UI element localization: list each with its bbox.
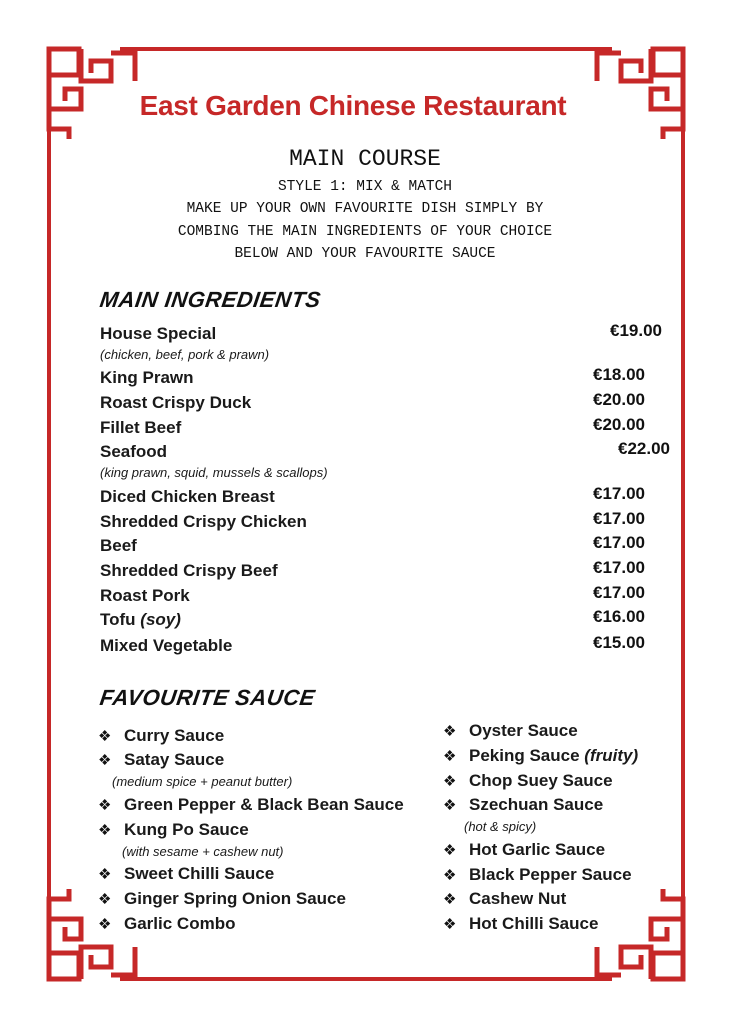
ingredient-label: Shredded Crispy Chicken <box>100 512 307 531</box>
sauce-label: Hot Chilli Sauce <box>469 914 599 933</box>
ingredient-price: €20.00 <box>593 390 645 409</box>
ingredient-label: Fillet Beef <box>100 418 182 437</box>
ingredient-label: Roast Pork <box>100 586 190 605</box>
sauce-name <box>469 889 566 909</box>
main-ingredients-heading: MAIN INGREDIENTS <box>98 287 323 312</box>
four-diamond-bullet-icon: ❖ <box>443 867 457 884</box>
sauce-label: Peking Sauce <box>469 746 580 765</box>
ingredient-price: €18.00 <box>593 365 645 384</box>
sauce-name <box>469 746 638 766</box>
favourite-sauce-heading: FAVOURITE SAUCE <box>98 685 317 710</box>
sauce-description: (with sesame + cashew nut) <box>122 844 284 859</box>
four-diamond-bullet-icon: ❖ <box>443 916 457 933</box>
sauce-note: (fruity) <box>584 746 639 765</box>
instruction-line: COMBING THE MAIN INGREDIENTS OF YOUR CHOICE <box>177 224 553 240</box>
four-diamond-bullet-icon: ❖ <box>443 773 457 790</box>
ingredient-price: €20.00 <box>593 415 645 434</box>
sauce-name <box>469 865 632 885</box>
ingredient-name <box>100 561 278 581</box>
ingredient-name <box>100 324 216 344</box>
sauce-name <box>124 750 224 770</box>
sauce-label: Green Pepper & Black Bean Sauce <box>124 795 404 814</box>
ingredient-description: (king prawn, squid, mussels & scallops) <box>100 465 328 480</box>
ingredient-label: Seafood <box>100 442 168 461</box>
ingredient-note: (soy) <box>140 610 181 629</box>
ingredient-name <box>100 487 275 507</box>
ingredient-label: Shredded Crispy Beef <box>100 561 278 580</box>
ingredient-name <box>100 393 251 413</box>
four-diamond-bullet-icon: ❖ <box>443 842 457 859</box>
four-diamond-bullet-icon: ❖ <box>98 822 112 839</box>
sauce-name <box>469 914 598 934</box>
four-diamond-bullet-icon: ❖ <box>443 797 457 814</box>
sauce-name <box>469 721 578 741</box>
sauce-label: Kung Po Sauce <box>124 820 249 839</box>
four-diamond-bullet-icon: ❖ <box>98 752 112 769</box>
sauce-label: Sweet Chilli Sauce <box>124 864 275 883</box>
ingredient-price: €17.00 <box>593 558 645 577</box>
ingredient-name <box>100 418 181 438</box>
four-diamond-bullet-icon: ❖ <box>443 748 457 765</box>
ingredient-price: €17.00 <box>593 583 645 602</box>
sauce-name <box>124 795 404 815</box>
ingredient-name <box>100 610 181 630</box>
ingredient-label: King Prawn <box>100 368 194 387</box>
sauce-description: (medium spice + peanut butter) <box>112 774 293 789</box>
ingredient-label: Diced Chicken Breast <box>100 487 275 506</box>
four-diamond-bullet-icon: ❖ <box>443 891 457 908</box>
four-diamond-bullet-icon: ❖ <box>98 728 112 745</box>
ingredient-name <box>100 442 167 462</box>
ingredient-label: Mixed Vegetable <box>100 636 233 655</box>
ingredient-price: €16.00 <box>593 607 645 626</box>
sauce-name <box>124 864 274 884</box>
instruction-line: MAKE UP YOUR OWN FAVOURITE DISH SIMPLY BY <box>186 201 544 217</box>
sauce-description: (hot & spicy) <box>464 819 537 834</box>
sauce-name <box>469 840 605 860</box>
ingredient-price: €15.00 <box>593 633 645 652</box>
ingredient-name <box>100 536 137 556</box>
four-diamond-bullet-icon: ❖ <box>98 797 112 814</box>
course-heading: MAIN COURSE <box>289 146 441 172</box>
ingredient-name <box>100 636 232 656</box>
sauce-label: Chop Suey Sauce <box>469 771 613 790</box>
instruction-line: BELOW AND YOUR FAVOURITE SAUCE <box>234 246 496 262</box>
four-diamond-bullet-icon: ❖ <box>98 866 112 883</box>
sauce-label: Hot Garlic Sauce <box>469 840 606 859</box>
sauce-name <box>469 795 603 815</box>
sauce-label: Black Pepper Sauce <box>469 865 632 884</box>
ingredient-label: Beef <box>100 536 137 555</box>
ingredient-name <box>100 512 307 532</box>
sauce-name <box>124 820 249 840</box>
ingredient-name <box>100 368 194 388</box>
sauce-label: Garlic Combo <box>124 914 236 933</box>
sauce-label: Oyster Sauce <box>469 721 578 740</box>
ingredient-price: €22.00 <box>618 439 670 458</box>
sauce-name <box>124 889 346 909</box>
style-subtitle: STYLE 1: MIX & MATCH <box>277 179 453 195</box>
sauce-label: Satay Sauce <box>124 750 225 769</box>
sauce-name <box>469 771 613 791</box>
ingredient-price: €17.00 <box>593 509 645 528</box>
sauce-label: Ginger Spring Onion Sauce <box>124 889 346 908</box>
sauce-name <box>124 914 235 934</box>
ingredient-name <box>100 586 190 606</box>
ingredient-price: €19.00 <box>610 321 662 340</box>
sauce-label: Szechuan Sauce <box>469 795 604 814</box>
sauce-name <box>124 726 224 746</box>
ingredient-price: €17.00 <box>593 533 645 552</box>
sauce-label: Curry Sauce <box>124 726 225 745</box>
ingredient-label: Roast Crispy Duck <box>100 393 252 412</box>
four-diamond-bullet-icon: ❖ <box>98 916 112 933</box>
restaurant-title: East Garden Chinese Restaurant <box>139 90 567 121</box>
four-diamond-bullet-icon: ❖ <box>98 891 112 908</box>
sauce-label: Cashew Nut <box>469 889 567 908</box>
ingredient-label: House Special <box>100 324 217 343</box>
ingredient-price: €17.00 <box>593 484 645 503</box>
ingredient-label: Tofu <box>100 610 136 629</box>
ingredient-description: (chicken, beef, pork & prawn) <box>100 347 270 362</box>
four-diamond-bullet-icon: ❖ <box>443 723 457 740</box>
